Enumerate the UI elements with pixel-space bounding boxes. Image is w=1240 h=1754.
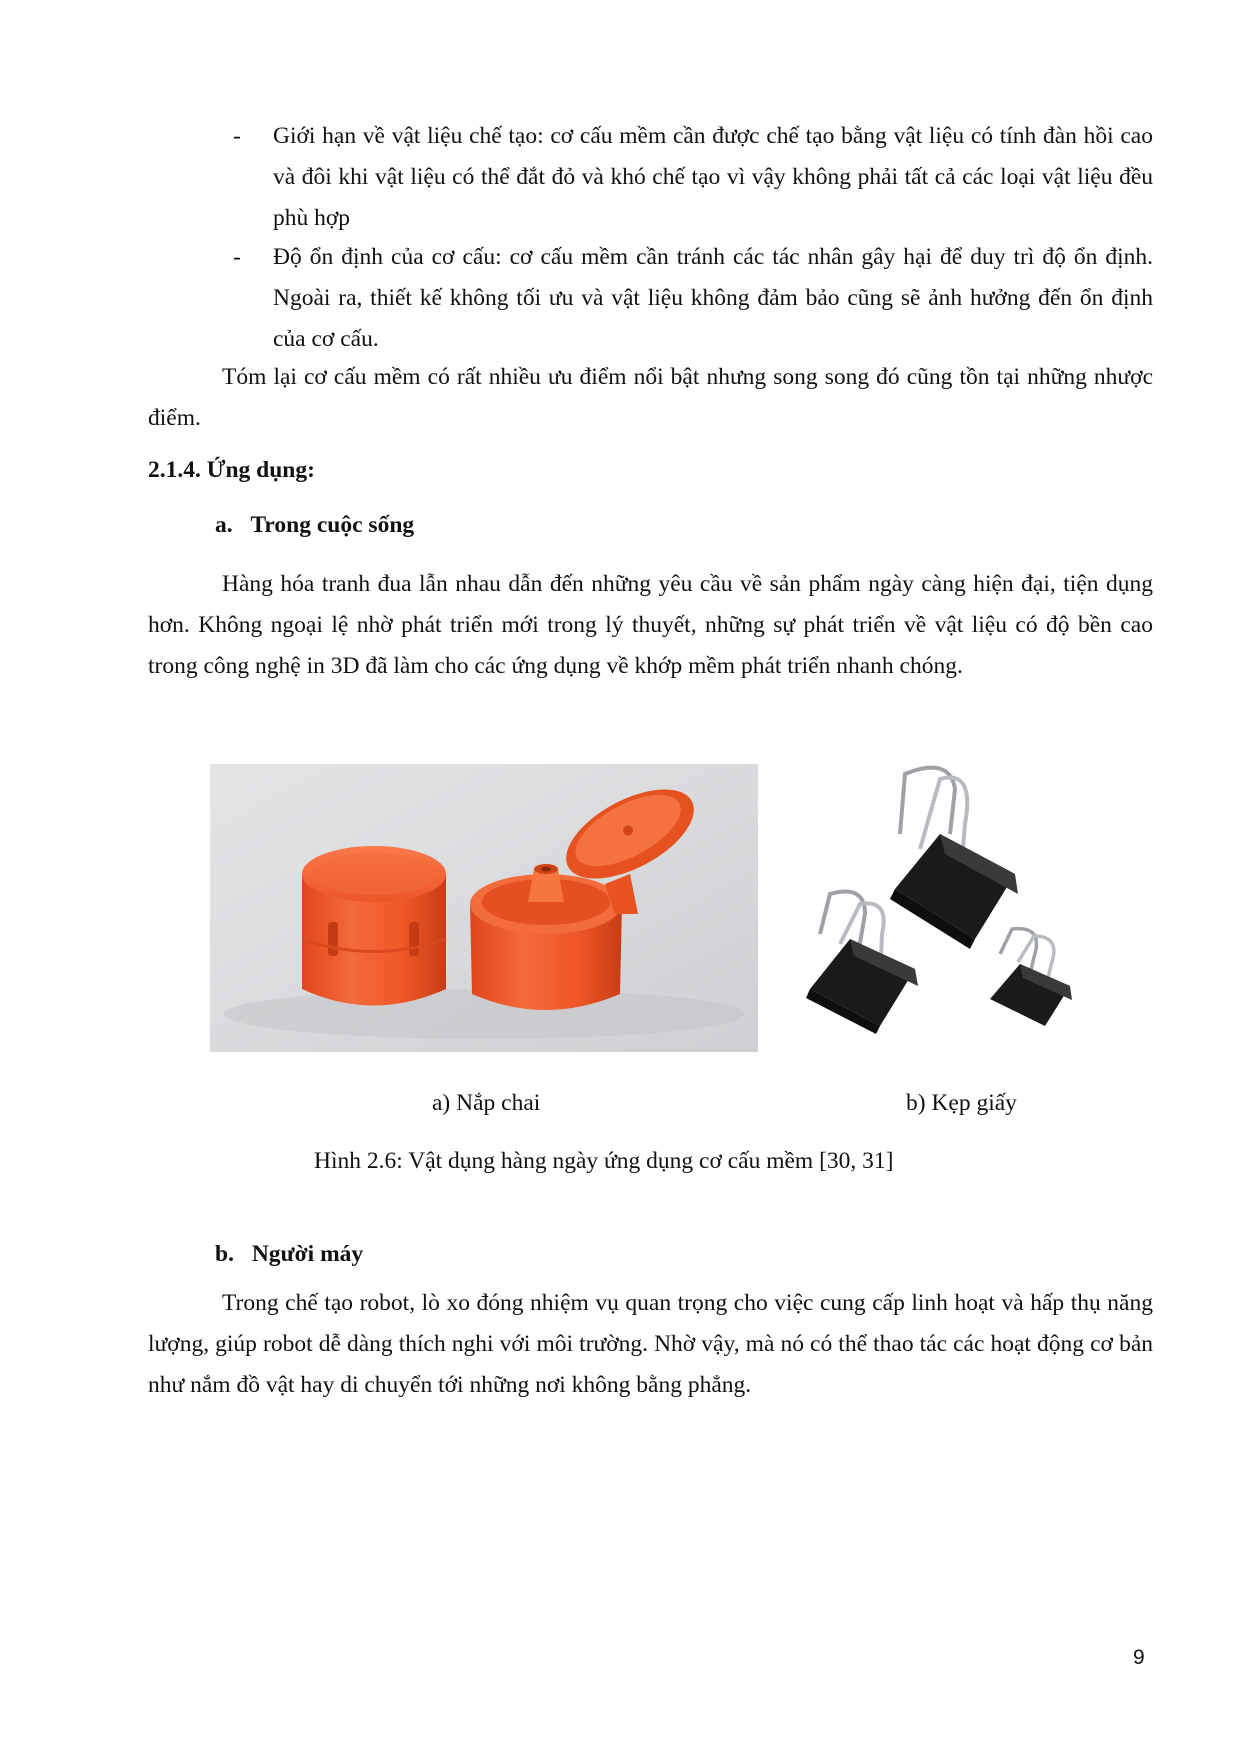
subsection-label: a. [215, 512, 233, 538]
bottle-cap-illustration [210, 764, 758, 1052]
figure-caption-b: b) Kẹp giấy [906, 1090, 1017, 1116]
bullet-text: Giới hạn về vật liệu chế tạo: cơ cấu mềm cần được chế tạo bằng vật liệu có tính đàn hồi cao và đôi khi vật liệu có thể đắt đỏ và khó chế tạo vì vậy không phải tất cả các loại vật liệu đều phù hợp [273, 123, 1153, 231]
summary-paragraph: Tóm lại cơ cấu mềm có rất nhiều ưu điểm nổi bật nhưng song song đó cũng tồn tại những nhược điểm. [148, 364, 1153, 431]
paragraph-b: Trong chế tạo robot, lò xo đóng nhiệm vụ quan trọng cho việc cung cấp linh hoạt và hấp thụ năng lượng, giúp robot dễ dàng thích nghi với môi trường. Nhờ vậy, mà nó có thể thao tác các hoạt động cơ bản như nắm đồ vật hay di chuyển tới những nơi không bằng phẳng. [148, 1290, 1153, 1398]
figure-caption: Hình 2.6: Vật dụng hàng ngày ứng dụng cơ cấu mềm [30, 31] [314, 1148, 894, 1174]
section-heading: 2.1.4. Ứng dụng: [148, 457, 315, 483]
bullet-text: Độ ổn định của cơ cấu: cơ cấu mềm cần tránh các tác nhân gây hại để duy trì độ ổn định. Ngoài ra, thiết kế không tối ưu và vật liệu không đảm bảo cũng sẽ ảnh hưởng đến ổn định của cơ cấu. [273, 244, 1153, 352]
binder-clip-image [790, 764, 1100, 1044]
bullet-item [233, 237, 1153, 360]
bullet-item [233, 116, 1153, 239]
subsection-title: Trong cuộc sống [250, 512, 415, 538]
paragraph-a: Hàng hóa tranh đua lẫn nhau dẫn đến những yêu cầu về sản phẩm ngày càng hiện đại, tiện dụng hơn. Không ngoại lệ nhờ phát triển mới trong lý thuyết, những sự phát triển về vật liệu có độ bền cao trong công nghệ in 3D đã làm cho các ứng dụng về khớp mềm phát triển nhanh chóng. [148, 571, 1153, 679]
bottle-cap-image [210, 764, 758, 1052]
subsection-heading-a [215, 512, 414, 539]
subsection-title: Người máy [251, 1241, 364, 1267]
bullet-dash: - [233, 244, 241, 270]
binder-clip-illustration [790, 764, 1100, 1044]
page-number: 9 [1133, 1646, 1145, 1669]
figure-caption-a: a) Nắp chai [432, 1090, 541, 1116]
subsection-label: b. [215, 1241, 234, 1267]
bullet-dash: - [233, 123, 241, 149]
subsection-heading-b [215, 1241, 363, 1268]
